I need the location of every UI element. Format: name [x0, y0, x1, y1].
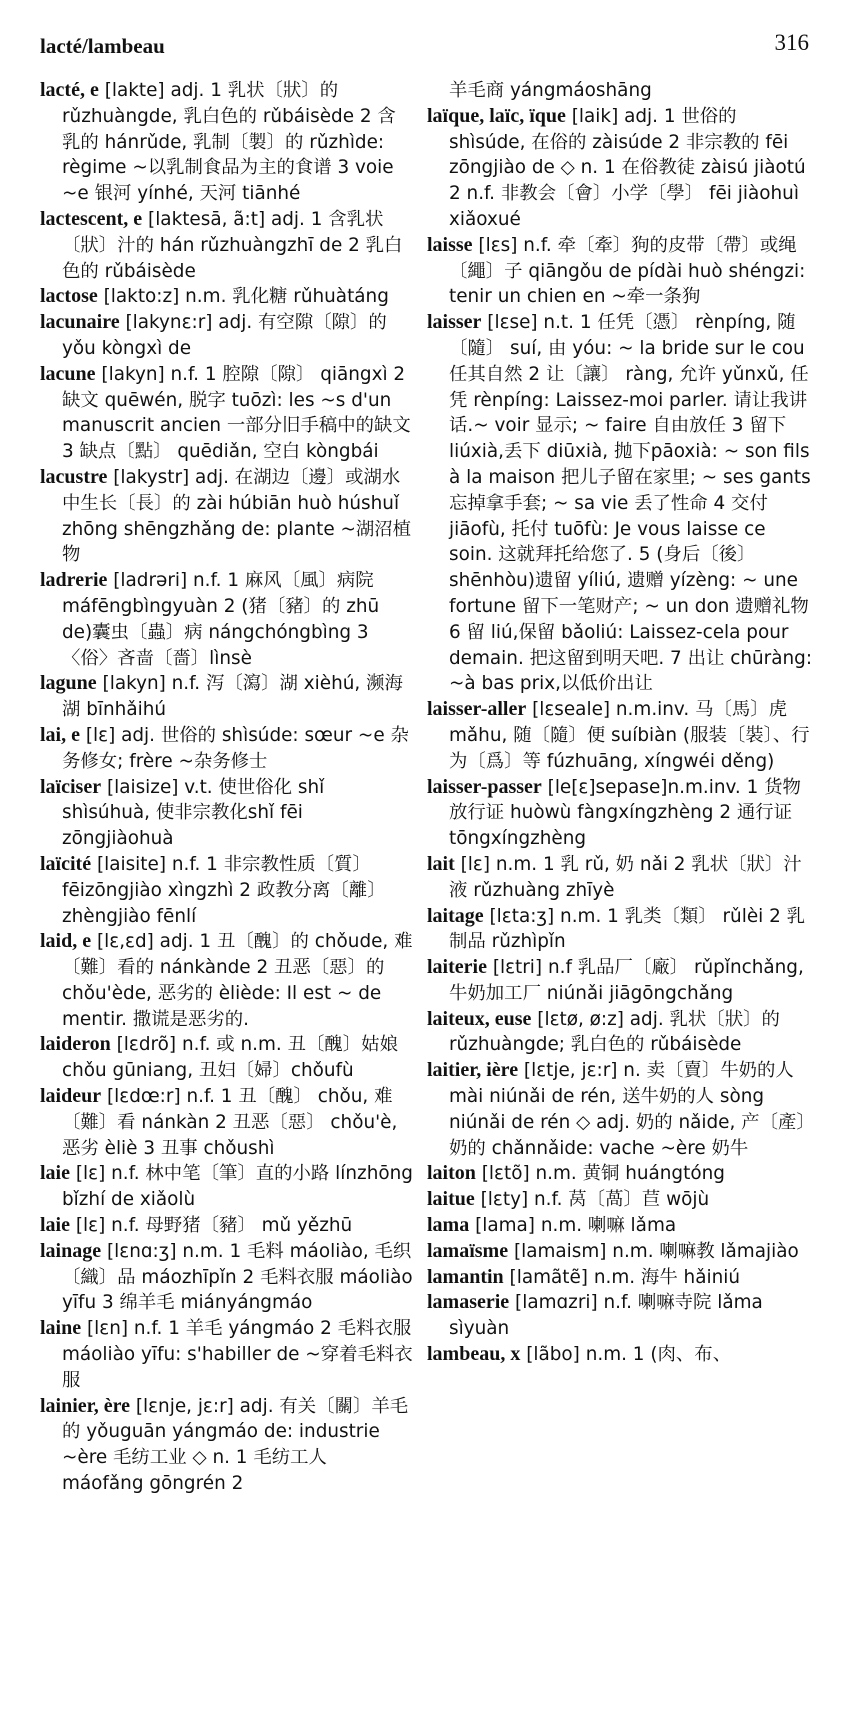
entry-definition: [lamaism] n.m. 喇嘛教 lǎmajiào	[508, 1240, 799, 1262]
entry-definition: [ladrəri] n.f. 1 麻风〔風〕病院 máfēngbìngyuàn 2 (猪〔豬〕的 zhū de)囊虫〔蟲〕病 nángchóngbìng 3 〈俗〉吝啬〔嗇〕lìnsè	[62, 570, 380, 669]
entry-headword: ladrerie	[40, 569, 108, 592]
entry-definition: [laisite] n.f. 1 非宗教性质〔質〕 fēizōngjiào xìngzhì 2 政教分离〔離〕 zhèngjiào fēnlí	[62, 853, 386, 927]
dictionary-entry	[40, 78, 413, 207]
entry-definition: [lãbo] n.m. 1 (肉、布、	[520, 1344, 732, 1366]
dictionary-entry	[40, 568, 413, 671]
entry-headword: laie	[40, 1214, 70, 1237]
dictionary-entry	[427, 775, 812, 852]
entry-headword: laiterie	[427, 956, 487, 979]
entry-definition: [lεta:ʒ] n.m. 1 乳类〔類〕 rǔlèi 2 乳制品 rǔzhìpǐn	[449, 905, 806, 953]
entry-definition: [lakyn] n.f. 1 腔隙〔隙〕 qiāngxì 2 缺文 quēwén, 脱字 tuōzì: les ~s d'un manuscrit ancien 一部分旧手稿中的缺文 3 缺点〔點〕 quēdiǎn, 空白 kòngbái	[62, 363, 411, 463]
dictionary-entry	[40, 1213, 413, 1239]
dictionary-entry	[40, 1032, 413, 1084]
dictionary-entry	[427, 78, 812, 104]
entry-headword: lactescent, e	[40, 207, 143, 230]
dictionary-entry	[427, 1213, 812, 1239]
entry-headword: laïciser	[40, 775, 102, 798]
dictionary-entry	[40, 284, 413, 310]
right-column	[427, 78, 812, 1368]
entry-headword: laïque, laïc, ïque	[427, 104, 566, 127]
entry-headword: lamaïsme	[427, 1239, 509, 1262]
entry-definition: [lεseale] n.m.inv. 马〔馬〕虎 mǎhu, 随〔隨〕便 suíbiàn (服装〔裝〕、行为〔爲〕等 fúzhuāng, xíngwéi děng)	[449, 699, 810, 772]
entry-headword: lamantin	[427, 1265, 504, 1288]
dictionary-entry	[40, 852, 413, 929]
dictionary-entry	[40, 310, 413, 362]
dictionary-entry	[40, 929, 413, 1032]
dictionary-entry	[40, 1316, 413, 1393]
entry-definition: [lεtje, jε:r] n. 卖〔賣〕牛奶的人 mài niúnǎi de rén, 送牛奶的人 sòng niúnǎi de rén ◇ adj. 奶的 nǎide, 产〔產〕奶的 chǎnnǎide: vache ~ère 奶牛	[449, 1060, 806, 1159]
dictionary-entry	[427, 310, 812, 697]
dictionary-entry	[427, 1290, 812, 1342]
entry-definition: [laisize] v.t. 使世俗化 shǐ shìsúhuà, 使非宗教化shǐ fēi zōngjiàohuà	[62, 776, 325, 850]
entry-headword: lacunaire	[40, 311, 120, 334]
entry-definition: [lε] n.f. 母野猪〔豬〕 mǔ yězhū	[70, 1215, 353, 1237]
entry-definition: [lεty] n.f. 莴〔萵〕苣 wōjù	[474, 1189, 710, 1211]
dictionary-entry	[427, 1265, 812, 1291]
page-header	[40, 28, 809, 62]
dictionary-entry	[427, 1007, 812, 1059]
dictionary-entry	[427, 104, 812, 233]
entry-headword: lainier, ère	[40, 1394, 130, 1417]
entry-headword: laitier, ière	[427, 1059, 519, 1082]
dictionary-entry	[427, 904, 812, 956]
entry-definition: [lakynε:r] adj. 有空隙〔隙〕的 yǒu kòngxì de	[62, 312, 387, 359]
dictionary-entry	[427, 955, 812, 1007]
entry-definition: [lεn] n.f. 1 羊毛 yángmáo 2 毛料衣服 máoliào yīfu: s'habiller de ~穿着毛料衣服	[62, 1318, 413, 1391]
left-column	[40, 78, 413, 1497]
dictionary-entry	[40, 723, 413, 775]
entry-definition: [lamɑzri] n.f. 喇嘛寺院 lǎma sìyuàn	[449, 1292, 763, 1340]
page-number: 316	[774, 30, 809, 55]
dictionary-entry	[427, 1187, 812, 1213]
entry-definition: [laktesā, ã:t] adj. 1 含乳状〔狀〕汁的 hán rǔzhuàngzhī de 2 乳白色的 rǔbáisède	[62, 208, 403, 282]
entry-definition: [laktо:z] n.m. 乳化糖 rǔhuàtáng	[97, 286, 389, 308]
entry-definition: [lε,εd] adj. 1 丑〔醜〕的 chǒude, 难〔難〕看的 nánkànde 2 丑恶〔惡〕的 chǒu'ède, 恶劣的 èliède: Il est ~ de mentir. 撒谎是恶劣的.	[62, 931, 413, 1030]
dictionary-entry	[40, 1084, 413, 1161]
entry-headword: lagune	[40, 672, 97, 695]
dictionary-entry	[427, 1342, 812, 1368]
entry-headword: laideron	[40, 1033, 111, 1056]
dictionary-entry	[427, 697, 812, 774]
entry-definition: [lakystr] adj. 在湖边〔邊〕或湖水中生长〔長〕的 zài húbiān huò húshuǐ zhōng shēngzhǎng de: plante ~湖沼植物	[62, 466, 412, 566]
entry-headword: lacune	[40, 362, 96, 385]
entry-headword: lainage	[40, 1239, 102, 1262]
entry-definition: [lεse] n.t. 1 任凭〔憑〕 rènpíng, 随〔隨〕 suí, 由 yóu: ~ la bride sur le cou 任其自然 2 让〔讓〕 ràng, 允许 yǔnxǔ, 任凭 rènpíng: Laissez-moi parler. 请让我讲话.~ voir 显示; ~ faire 自由放任 3 留下 liúxià,丢下 diūxià, 抛下pāoxià: ~ son fils à la maison 把儿子留在家里; ~ ses gants 忘掉拿手套; ~ sa vie 丢了性命 4 交付 jiāofù, 托付 tuōfù: Je vous laisse ce soin. 这就拜托给您了. 5 (身后〔後〕 shēnhòu)遗留 yíliú, 遗赠 yízèng: ~ une fortune 留下一笔财产; ~ un don 遗赠礼物 6 留 liú,保留 bǎoliú: Laissez-cela pour demain. 把这留到明天吧. 7 出让 chūràng: ~à bas prix,以低价出让	[449, 312, 813, 695]
entry-headword: laisser	[427, 311, 482, 334]
running-head: lacté/lambeau	[40, 34, 165, 58]
entry-headword: lactose	[40, 285, 98, 308]
dictionary-entry	[427, 852, 812, 904]
dictionary-entry	[40, 1394, 413, 1497]
entry-headword: laïcité	[40, 852, 92, 875]
entry-definition: [lε] n.m. 1 乳 rǔ, 奶 nǎi 2 乳状〔狀〕汁液 rǔzhuàng zhīyè	[449, 853, 802, 901]
entry-definition: [lama] n.m. 喇嘛 lǎma	[469, 1215, 677, 1237]
dictionary-entry	[40, 362, 413, 465]
dictionary-entry	[427, 233, 812, 310]
entry-headword: laie	[40, 1162, 70, 1185]
dictionary-entry	[427, 1058, 812, 1161]
entry-definition: [lε] adj. 世俗的 shìsúde: sœur ~e 杂务修女; frère ~杂务修士	[62, 724, 409, 772]
entry-definition: [lεnɑ:ʒ] n.m. 1 毛料 máoliào, 毛织〔織〕品 máozhīpǐn 2 毛料衣服 máoliào yīfu 3 绵羊毛 miányángmáo	[62, 1240, 413, 1314]
entry-headword: lacustre	[40, 465, 108, 488]
dictionary-entry	[40, 671, 413, 723]
dictionary-entry	[40, 1161, 413, 1213]
entry-headword: laitue	[427, 1188, 475, 1211]
entry-definition: [lakte] adj. 1 乳状〔狀〕的 rǔzhuàngde, 乳白色的 rǔbáisède 2 含乳的 hánrǔde, 乳制〔製〕的 rǔzhìde: règime ~以乳制食品为主的食谱 3 voie ~e 银河 yínhé, 天河 tiānhé	[62, 80, 396, 205]
entry-definition: [lεtri] n.f 乳品厂〔廠〕 rǔpǐnchǎng, 牛奶加工厂 niúnǎi jiāgōngchǎng	[449, 957, 804, 1004]
entry-headword: laid, e	[40, 930, 92, 953]
entry-definition: [lεdrõ] n.f. 或 n.m. 丑〔醜〕姑娘 chǒu gūniang, 丑妇〔婦〕chǒufù	[62, 1034, 398, 1082]
entry-definition: [lε] n.f. 林中笔〔筆〕直的小路 línzhōng bǐzhí de xiǎolù	[62, 1163, 413, 1211]
entry-headword: lait	[427, 852, 455, 875]
entry-headword: laiton	[427, 1162, 476, 1185]
entry-definition: [lakyn] n.f. 泻〔瀉〕湖 xièhú, 濒海湖 bīnhǎihú	[62, 673, 403, 721]
entry-definition: [le[ε]sepase]n.m.inv. 1 货物放行证 huòwù fàngxíngzhèng 2 通行证 tōngxíngzhèng	[449, 776, 801, 850]
dictionary-entry	[427, 1239, 812, 1265]
entry-headword: lama	[427, 1214, 470, 1237]
entry-headword: lambeau, x	[427, 1343, 521, 1366]
dictionary-entry	[40, 207, 413, 284]
entry-headword: laine	[40, 1317, 82, 1340]
entry-headword: laisser-aller	[427, 698, 527, 721]
entry-definition: [lεs] n.f. 牵〔牽〕狗的皮带〔帶〕或绳〔繩〕子 qiāngǒu de pídài huò shéngzi: tenir un chien en ~牵一条狗	[449, 234, 806, 308]
entry-headword: laisser-passer	[427, 775, 542, 798]
entry-headword: laiteux, euse	[427, 1007, 532, 1030]
entry-headword: laisse	[427, 233, 473, 256]
entry-definition: [laik] adj. 1 世俗的shìsúde, 在俗的 zàisúde 2 非宗教的 fēi zōngjiào de ◇ n. 1 在俗教徒 zàisú jiàotú 2 n.f. 非教会〔會〕小学〔學〕 fēi jiàohuì xiǎoxué	[449, 105, 806, 230]
entry-definition: 羊毛商 yángmáoshāng	[449, 80, 652, 101]
entry-definition: [lεtõ] n.m. 黄铜 huángtóng	[475, 1163, 725, 1185]
dictionary-entry	[40, 1239, 413, 1316]
dictionary-entry	[40, 775, 413, 852]
entry-definition: [lεtø, ø:z] adj. 乳状〔狀〕的 rǔzhuàngde; 乳白色的 rǔbáisède	[449, 1008, 780, 1056]
entry-definition: [lεnje, jε:r] adj. 有关〔關〕羊毛的 yǒuguān yángmáo de: industrie ~ère 毛纺工业 ◇ n. 1 毛纺工人 máofǎng gōngrén 2	[62, 1395, 409, 1495]
entry-definition: [lamãtẽ] n.m. 海牛 hǎiniú	[503, 1266, 741, 1288]
entry-headword: laitage	[427, 904, 484, 927]
dictionary-entry	[427, 1161, 812, 1187]
entry-headword: lai, e	[40, 723, 80, 746]
entry-definition: [lεdœ:r] n.f. 1 丑〔醜〕 chǒu, 难〔難〕看 nánkàn 2 丑恶〔惡〕 chǒu'è, 恶劣 èliè 3 丑事 chǒushì	[62, 1086, 398, 1159]
entry-headword: lamaserie	[427, 1291, 510, 1314]
entry-headword: laideur	[40, 1085, 102, 1108]
dictionary-entry	[40, 465, 413, 568]
entry-headword: lacté, e	[40, 79, 99, 101]
